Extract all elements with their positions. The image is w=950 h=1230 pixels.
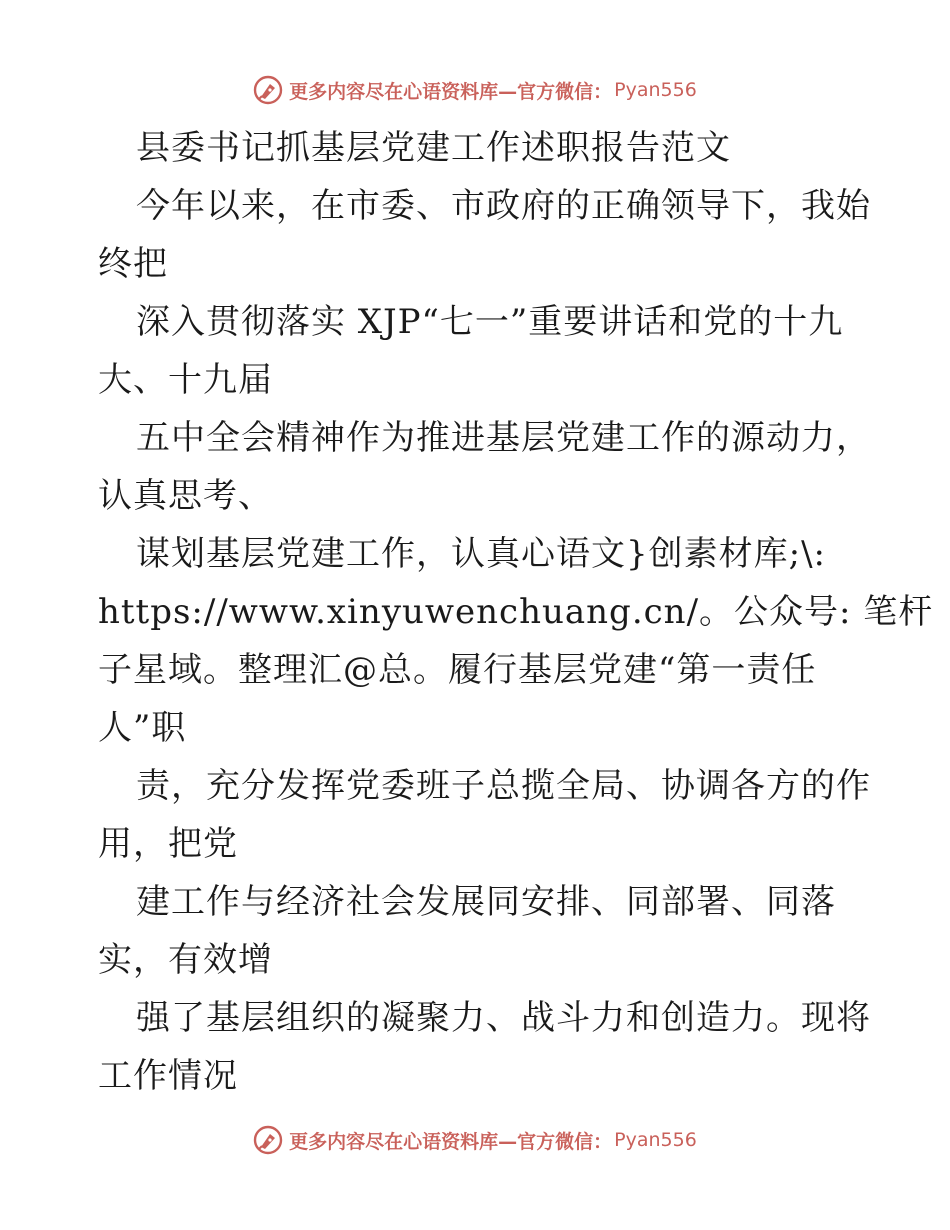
paragraph-line: 五中全会精神作为推进基层党建工作的源动力， xyxy=(136,418,871,458)
document-title: 县委书记抓基层党建工作述职报告范文 xyxy=(136,128,731,168)
paragraph-line: 深入贯彻落实 XJP“七一”重要讲话和党的十九 xyxy=(136,302,844,342)
footer-watermark xyxy=(0,1120,950,1160)
paragraph-line: 子星域。整理汇@总。履行基层党建“第一责任 xyxy=(98,650,817,690)
paragraph-line: 人”职 xyxy=(98,708,187,748)
pen-nib-logo-icon xyxy=(253,1125,283,1155)
paragraph-line: 谋划基层党建工作，认真心语文}创素材库;\: xyxy=(136,534,826,574)
watermark-text: 更多内容尽在心语资料库—官方微信： xyxy=(289,80,613,103)
paragraph-line: 建工作与经济社会发展同安排、同部署、同落 xyxy=(136,882,836,922)
watermark-text: 更多内容尽在心语资料库—官方微信： xyxy=(289,1130,613,1153)
paragraph-line: 强了基层组织的凝聚力、战斗力和创造力。现将 xyxy=(136,998,871,1038)
paragraph-line: https://www.xinyuwenchuang.cn/。公众号: 笔杆 xyxy=(98,592,934,632)
paragraph-line: 大、十九届 xyxy=(98,360,273,400)
paragraph-line: 认真思考、 xyxy=(98,476,273,516)
paragraph-line: 终把 xyxy=(98,244,168,284)
watermark-wechat-id: Pyan556 xyxy=(614,79,697,101)
paragraph-line: 实，有效增 xyxy=(98,940,273,980)
paragraph-line: 责，充分发挥党委班子总揽全局、协调各方的作 xyxy=(136,766,871,806)
paragraph-line: 今年以来，在市委、市政府的正确领导下，我始 xyxy=(136,186,871,226)
watermark-wechat-id: Pyan556 xyxy=(614,1129,697,1151)
paragraph-line: 工作情况 xyxy=(98,1056,238,1096)
paragraph-line: 用，把党 xyxy=(98,824,238,864)
